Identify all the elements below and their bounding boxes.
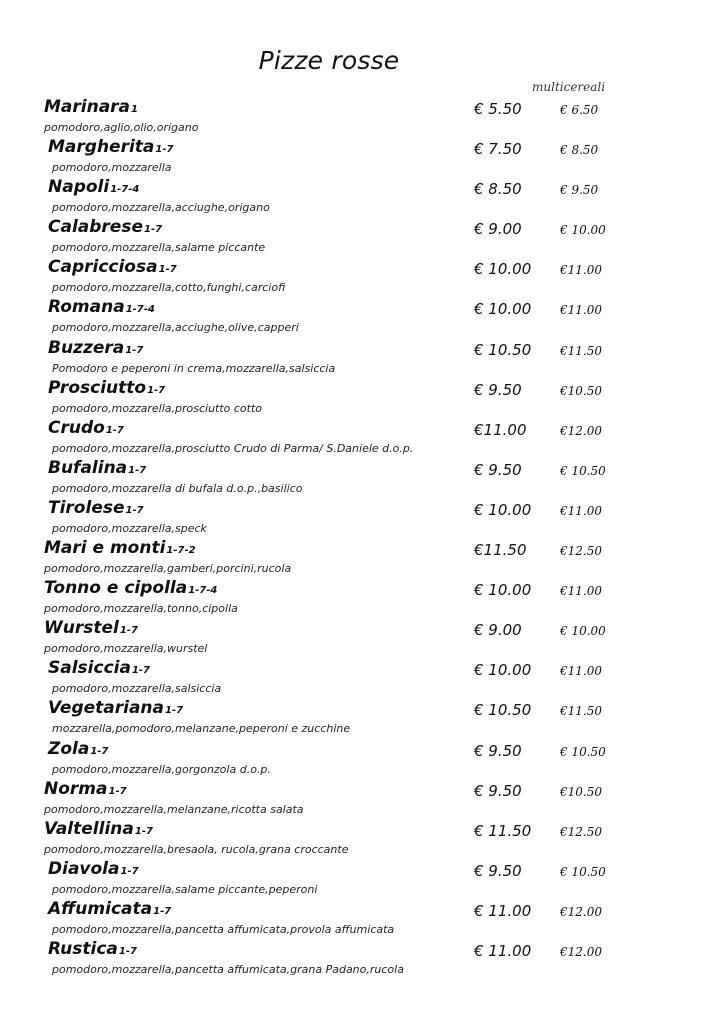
pizza-description: pomodoro,mozzarella,bresaola, rucola,grana croccante [44,842,349,856]
allergen-codes: 1-7-4 [188,585,218,597]
allergen-codes: 1-7 [90,745,109,757]
pizza-price-multicereali: €12.50 [560,824,602,839]
pizza-name [48,899,171,919]
pizza-name-text: Margherita [48,137,155,158]
allergen-codes: 1-7 [108,785,127,797]
pizza-name-text: Tirolese [48,497,125,518]
allergen-codes: 1-7 [147,384,166,396]
pizza-name [44,618,138,638]
multicereali-column-header: multicereali [532,80,606,94]
pizza-name [48,739,108,759]
pizza-price: € 11.50 [474,821,532,840]
pizza-name [48,338,143,358]
pizza-description: pomodoro,mozzarella,melanzane,ricotta salata [44,802,304,816]
pizza-price-multicereali: €11.50 [560,704,602,719]
pizza-name [48,859,139,879]
pizza-price: € 9.50 [474,741,522,760]
pizza-name-text: Mari e monti [44,538,166,559]
pizza-price-multicereali: €11.00 [560,503,602,518]
pizza-name-text: Zola [48,738,90,759]
pizza-name-text: Romana [48,297,125,318]
page-title: Pizze rosse [258,46,400,75]
pizza-description: pomodoro,mozzarella,salame piccante,peperoni [52,882,318,896]
pizza-price: € 9.00 [474,621,522,640]
menu-item [0,216,724,256]
pizza-name [48,257,177,277]
pizza-description: pomodoro,mozzarella,salsiccia [52,682,222,696]
menu-item [0,417,724,457]
menu-item [0,256,724,296]
pizza-price-multicereali: €11.00 [560,263,602,278]
pizza-price: €11.00 [474,420,527,439]
pizza-name [48,698,183,718]
pizza-price-multicereali: € 10.00 [560,624,606,639]
pizza-description: pomodoro,mozzarella,gamberi,porcini,rucola [44,562,292,576]
allergen-codes: 1-7-4 [110,184,140,196]
menu-item [0,96,724,136]
pizza-description: pomodoro,mozzarella [52,161,172,175]
pizza-name-text: Rustica [48,938,118,959]
pizza-name-text: Prosciutto [48,377,147,398]
pizza-price-multicereali: €12.00 [560,944,602,959]
pizza-price: € 9.00 [474,220,522,239]
pizza-price-multicereali: € 6.50 [560,103,599,117]
pizza-price: € 9.50 [474,460,522,479]
pizza-price-multicereali: €12.00 [560,904,602,919]
pizza-description: pomodoro,mozzarella,speck [52,521,207,535]
allergen-codes: 1-7-4 [125,304,155,316]
pizza-name [48,939,137,959]
menu-item [0,738,724,778]
allergen-codes: 1-7 [155,144,174,156]
pizza-name-text: Diavola [48,858,120,879]
allergen-codes: 1-7 [134,825,153,837]
pizza-description: pomodoro,mozzarella,tonno,cipolla [44,602,238,616]
menu-item [0,617,724,657]
pizza-name [44,578,217,598]
menu-item [0,136,724,176]
pizza-description: pomodoro,mozzarella,pancetta affumicata,provola affumicata [52,922,395,936]
allergen-codes: 1-7 [143,224,163,236]
pizza-name [48,297,155,317]
pizza-name [48,458,146,478]
menu-item [0,296,724,336]
pizza-description: mozzarella,pomodoro,melanzane,peperoni e zucchine [52,722,351,736]
pizza-price: € 10.00 [474,260,532,279]
pizza-name [44,538,196,558]
pizza-name [48,498,144,518]
pizza-name [44,97,138,117]
menu-item [0,497,724,537]
pizza-price-multicereali: €11.00 [560,303,602,318]
menu-item [0,457,724,497]
pizza-price-multicereali: €10.50 [560,383,602,398]
pizza-name-text: Buzzera [48,337,125,358]
pizza-price: € 10.00 [474,500,532,519]
pizza-price: € 10.50 [474,701,532,720]
pizza-price: € 7.50 [474,140,522,159]
pizza-description: pomodoro,mozzarella,acciughe,origano [52,201,270,215]
pizza-description: pomodoro,aglio,olio,origano [44,121,199,134]
pizza-description: pomodoro,mozzarella di bufala d.o.p.,basilico [52,481,303,495]
allergen-codes: 1-7 [105,424,124,436]
pizza-description: pomodoro,mozzarella,cotto,funghi,carciofi [52,281,286,295]
pizza-name [48,418,124,438]
pizza-description: pomodoro,mozzarella,salame piccante [52,241,266,255]
pizza-name-text: Vegetariana [48,698,165,719]
pizza-name-text: Capricciosa [48,257,158,278]
allergen-codes: 1-7 [158,264,177,276]
menu-item [0,938,724,978]
pizza-name-text: Tonno e cipolla [44,578,188,599]
menu-item [0,537,724,577]
pizza-price: € 5.50 [474,100,522,118]
allergen-codes: 1-7-2 [166,545,196,557]
allergen-codes: 1-7 [128,464,147,476]
pizza-description: pomodoro,mozzarella,pancetta affumicata,grana Padano,rucola [52,962,404,976]
pizza-name-text: Wurstel [44,618,119,639]
pizza-description: pomodoro,mozzarella,prosciutto cotto [52,401,263,415]
pizza-price-multicereali: €12.00 [560,423,602,438]
pizza-price: € 10.00 [474,300,532,319]
pizza-name-text: Marinara [44,97,131,117]
pizza-price-multicereali: € 10.00 [560,223,606,238]
pizza-price: € 10.00 [474,581,532,600]
pizza-price: € 9.50 [474,380,522,399]
pizza-price-multicereali: €10.50 [560,784,602,799]
menu-item [0,818,724,858]
pizza-price-multicereali: € 10.50 [560,463,606,478]
pizza-price-multicereali: €11.00 [560,664,602,679]
pizza-name-text: Crudo [48,417,105,438]
pizza-price-multicereali: € 8.50 [560,143,599,158]
pizza-price: € 11.00 [474,901,532,920]
pizza-name [48,378,165,398]
pizza-name [48,217,162,237]
pizza-name-text: Napoli [48,177,110,198]
pizza-description: pomodoro,mozzarella,wurstel [44,642,208,656]
pizza-description: pomodoro,mozzarella,prosciutto Crudo di Parma/ S.Daniele d.o.p. [52,441,414,455]
menu-item [0,858,724,898]
allergen-codes: 1-7 [165,705,184,717]
pizza-name-text: Salsiccia [48,658,131,679]
pizza-name [48,658,150,678]
pizza-description: pomodoro,mozzarella,gorgonzola d.o.p. [52,762,271,776]
allergen-codes: 1-7 [120,865,139,877]
pizza-description: Pomodoro e peperoni in crema,mozzarella,salsiccia [52,361,336,375]
pizza-name-text: Norma [44,778,108,799]
allergen-codes: 1-7 [119,625,138,637]
pizza-price: €11.50 [474,541,527,560]
pizza-price: € 8.50 [474,180,522,199]
menu-item [0,697,724,737]
pizza-name-text: Affumicata [48,898,153,919]
pizza-price-multicereali: €11.50 [560,343,602,358]
pizza-name-text: Calabrese [48,217,143,238]
allergen-codes: 1-7 [118,945,137,957]
allergen-codes: 1 [131,104,138,115]
pizza-price: € 10.50 [474,340,532,359]
pizza-name-text: Bufalina [48,457,128,478]
menu-item [0,778,724,818]
menu-item [0,377,724,417]
pizza-description: pomodoro,mozzarella,acciughe,olive,capperi [52,321,299,335]
allergen-codes: 1-7 [125,504,144,516]
pizza-price: € 9.50 [474,861,522,880]
pizza-price-multicereali: €11.00 [560,584,602,599]
pizza-price: € 11.00 [474,941,532,960]
pizza-price-multicereali: €12.50 [560,544,602,559]
pizza-name [44,819,153,839]
pizza-name-text: Valtellina [44,818,134,839]
pizza-name [48,137,173,157]
pizza-name [48,177,139,197]
allergen-codes: 1-7 [153,905,172,917]
menu-item [0,898,724,938]
pizza-price: € 9.50 [474,781,522,800]
allergen-codes: 1-7 [131,665,151,677]
menu-item [0,176,724,216]
menu-item [0,577,724,617]
menu-item [0,657,724,697]
pizza-price-multicereali: € 9.50 [560,183,599,198]
pizza-price: € 10.00 [474,661,532,680]
menu-item [0,337,724,377]
pizza-price-multicereali: € 10.50 [560,864,606,879]
allergen-codes: 1-7 [125,344,144,356]
pizza-name [44,779,127,799]
pizza-price-multicereali: € 10.50 [560,744,606,759]
pizza-menu-list [0,96,724,978]
